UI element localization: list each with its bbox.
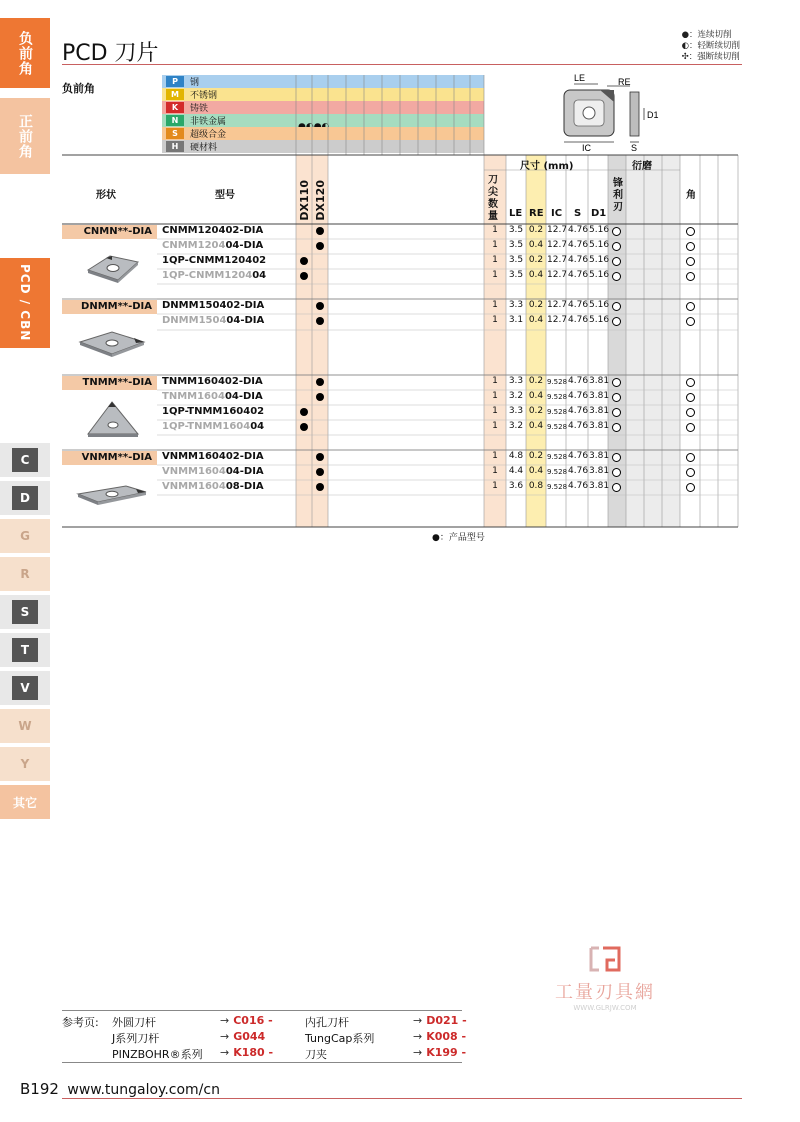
model-number: [162, 376, 263, 387]
corner-ring-icon: [686, 227, 695, 236]
reference-name: PINZBOHR®系列: [112, 1048, 203, 1061]
material-code-badge: N: [166, 115, 184, 126]
cell-s: 4.76: [568, 270, 589, 280]
arrow-right-icon: →: [220, 1030, 230, 1043]
legend-heavy-interrupted: ✣：强断续切削: [681, 52, 740, 62]
cell-ic: 9.528: [547, 423, 568, 431]
cell-re: 0.4: [528, 466, 544, 476]
corner-ring-icon: [686, 468, 695, 477]
references-divider-top: [62, 1010, 462, 1011]
reference-link[interactable]: [413, 1030, 466, 1043]
grade-available-dot: [316, 242, 324, 250]
cell-d1: 5.16: [589, 300, 610, 310]
cell-re: 0.4: [528, 270, 544, 280]
model-number-suffix: 08-DIA: [225, 481, 264, 492]
shape-group-label: DNMM**-DIA: [62, 300, 157, 314]
cell-d1: 3.81: [589, 376, 610, 386]
cell-re: 0.2: [528, 255, 544, 265]
grade-available-dot: [316, 393, 324, 401]
header-sharp-edge: 锋利刃: [613, 178, 623, 213]
shape-group-label: VNMM**-DIA: [62, 451, 157, 465]
corner-ring-icon: [686, 257, 695, 266]
cell-tips: 1: [492, 255, 498, 265]
grade-available-dot: [300, 408, 308, 416]
references-label: 参考页:: [62, 1016, 99, 1029]
diagram-label-ic: IC: [582, 143, 591, 152]
reference-name: 刀夹: [305, 1048, 327, 1061]
model-number-suffix: CNMM120402-DIA: [162, 225, 264, 236]
shape-tab-4[interactable]: [0, 557, 50, 591]
grade-available-dot: [316, 378, 324, 386]
model-number: [162, 406, 264, 417]
cell-tips: 1: [492, 391, 498, 401]
material-code-badge: S: [166, 128, 184, 139]
cell-d1: 3.81: [589, 451, 610, 461]
cell-d1: 3.81: [589, 466, 610, 476]
legend-continuous: ●：连续切削: [681, 30, 732, 40]
cell-tips: 1: [492, 300, 498, 310]
reference-page-code: D021 -: [426, 1014, 467, 1027]
cell-d1: 3.81: [589, 421, 610, 431]
cell-s: 4.76: [568, 421, 589, 431]
header-d1: D1: [591, 208, 607, 219]
sharp-edge-ring-icon: [612, 423, 621, 432]
cell-le: 3.5: [508, 270, 524, 280]
watermark-url: WWW.GLRJW.COM: [573, 1004, 637, 1012]
cell-ic: 12.7: [547, 300, 568, 310]
model-number-base: CNMM1204: [162, 240, 226, 251]
model-number-suffix: TNMM160402-DIA: [162, 376, 263, 387]
model-number-base: VNMM1604: [162, 466, 226, 477]
references-divider-bottom: [62, 1062, 462, 1063]
model-number-suffix: 04: [250, 421, 265, 432]
material-code-badge: M: [166, 89, 184, 100]
arrow-right-icon: →: [413, 1030, 423, 1043]
cell-le: 3.3: [508, 376, 524, 386]
cell-ic: 9.528: [547, 483, 568, 491]
shape-tab-7[interactable]: [0, 671, 50, 705]
cell-d1: 3.81: [589, 391, 610, 401]
cell-d1: 3.81: [589, 406, 610, 416]
reference-name: J系列刀杆: [112, 1032, 160, 1045]
insert-image-dnmm: [76, 326, 148, 362]
sharp-edge-ring-icon: [612, 257, 621, 266]
shape-tab-label: V: [20, 681, 30, 695]
corner-ring-icon: [686, 302, 695, 311]
arrow-right-icon: →: [220, 1014, 230, 1027]
cell-tips: 1: [492, 225, 498, 235]
model-number: [162, 481, 264, 492]
cell-re: 0.4: [528, 421, 544, 431]
model-number-suffix: 1QP-CNMM120402: [162, 255, 267, 266]
corner-ring-icon: [686, 393, 695, 402]
grade-available-dot: [300, 272, 308, 280]
shape-tab-label: G: [20, 529, 30, 543]
cell-tips: 1: [492, 451, 498, 461]
table-note: ●：产品型号: [432, 533, 485, 543]
material-code-badge: K: [166, 102, 184, 113]
cell-s: 4.76: [568, 300, 589, 310]
cell-re: 0.2: [528, 406, 544, 416]
reference-page-code: C016 -: [233, 1014, 273, 1027]
watermark-text: 工量刃具網: [555, 982, 655, 1003]
reference-link[interactable]: [220, 1046, 273, 1059]
cell-re: 0.4: [528, 240, 544, 250]
sharp-edge-ring-icon: [612, 272, 621, 281]
cell-re: 0.8: [528, 481, 544, 491]
reference-name: 内孔刀杆: [305, 1016, 349, 1029]
cell-s: 4.76: [568, 240, 589, 250]
header-s: S: [574, 208, 582, 219]
material-code-badge: P: [166, 76, 184, 87]
sharp-edge-ring-icon: [612, 468, 621, 477]
material-code-badge: H: [166, 141, 184, 152]
cell-s: 4.76: [568, 481, 589, 491]
cell-s: 4.76: [568, 225, 589, 235]
reference-name: TungCap系列: [305, 1032, 375, 1045]
grade-available-dot: [300, 257, 308, 265]
material-name: 钢: [190, 78, 200, 88]
cell-le: 3.2: [508, 391, 524, 401]
header-tip-count: 刀尖数量: [488, 175, 498, 222]
cell-s: 4.76: [568, 376, 589, 386]
cell-d1: 5.16: [589, 315, 610, 325]
tab-pcd-cbn-label: PCD / CBN: [18, 264, 32, 342]
shape-tab-label: R: [20, 567, 30, 581]
diagram-label-re: RE: [618, 77, 631, 87]
cell-s: 4.76: [568, 451, 589, 461]
model-number-suffix: 04-DIA: [225, 240, 264, 251]
reference-page-code: K008 -: [426, 1030, 467, 1043]
shape-tab-label: S: [20, 605, 30, 619]
reference-name: 外圆刀杆: [112, 1016, 156, 1029]
shape-tab-badge: [12, 638, 38, 662]
cell-s: 4.76: [568, 466, 589, 476]
cell-d1: 5.16: [589, 225, 610, 235]
model-number: [162, 240, 263, 251]
model-number-suffix: 1QP-TNMM160402: [162, 406, 265, 417]
sharp-edge-ring-icon: [612, 227, 621, 236]
table-row[interactable]: [62, 450, 738, 465]
shape-tab-5[interactable]: [0, 595, 50, 629]
reference-page-code: K199 -: [426, 1046, 467, 1059]
header-grade-dx120: DX120: [314, 180, 327, 221]
cell-ic: 9.528: [547, 468, 568, 476]
page-title: PCD 刀片: [62, 41, 159, 66]
cell-d1: 3.81: [589, 481, 610, 491]
diagram-label-le: LE: [574, 73, 586, 83]
arrow-right-icon: →: [413, 1014, 423, 1027]
shape-tab-label: W: [18, 719, 32, 733]
insert-image-cnmn: [82, 248, 146, 288]
table-row[interactable]: [62, 465, 738, 480]
model-number-suffix: 04: [252, 270, 267, 281]
header-re: RE: [529, 208, 544, 219]
website-link[interactable]: www.tungaloy.com/cn: [67, 1082, 220, 1098]
table-row[interactable]: [62, 390, 738, 405]
legend-light-interrupted: ◐：轻断续切削: [681, 41, 740, 51]
cell-ic: 9.528: [547, 378, 568, 386]
header-le: LE: [509, 208, 523, 219]
cell-ic: 12.7: [547, 270, 568, 280]
cell-ic: 9.528: [547, 408, 568, 416]
sharp-edge-ring-icon: [612, 483, 621, 492]
insert-image-vnmm: [74, 480, 150, 510]
cell-ic: 12.7: [547, 255, 568, 265]
shape-tab-label: D: [20, 491, 30, 505]
cell-s: 4.76: [568, 255, 589, 265]
cell-tips: 1: [492, 270, 498, 280]
cell-re: 0.2: [528, 300, 544, 310]
reference-page-code: G044: [233, 1030, 266, 1043]
cell-re: 0.4: [528, 391, 544, 401]
header-ic: IC: [551, 208, 563, 219]
table-row[interactable]: [62, 405, 738, 420]
model-number-suffix: 04-DIA: [225, 466, 264, 477]
sharp-edge-ring-icon: [612, 317, 621, 326]
footer-divider: [62, 1098, 742, 1099]
cell-ic: 9.528: [547, 453, 568, 461]
arrow-right-icon: →: [413, 1046, 423, 1059]
model-number: [162, 225, 263, 236]
material-name: 不锈钢: [190, 91, 218, 101]
material-name: 超级合金: [190, 130, 227, 140]
corner-ring-icon: [686, 483, 695, 492]
model-number: [162, 315, 264, 326]
shape-tab-10[interactable]: [0, 785, 50, 819]
model-number: [162, 270, 266, 281]
cell-re: 0.2: [528, 225, 544, 235]
reference-link[interactable]: [413, 1046, 466, 1059]
sharp-edge-ring-icon: [612, 408, 621, 417]
header-ground: 衍磨: [632, 161, 652, 172]
shape-tab-label: T: [20, 643, 30, 657]
cell-tips: 1: [492, 315, 498, 325]
corner-ring-icon: [686, 242, 695, 251]
cell-le: 3.5: [508, 225, 524, 235]
header-model: 型号: [215, 190, 235, 201]
material-name: 铸铁: [190, 104, 209, 114]
cell-le: 4.4: [508, 466, 524, 476]
shape-group-label: TNMM**-DIA: [62, 376, 157, 390]
cell-le: 4.8: [508, 451, 524, 461]
cell-tips: 1: [492, 240, 498, 250]
cell-le: 3.5: [508, 255, 524, 265]
cell-tips: 1: [492, 376, 498, 386]
shape-group-label: CNMN**-DIA: [62, 225, 157, 239]
table-row[interactable]: [62, 314, 738, 329]
cell-tips: 1: [492, 481, 498, 491]
cell-le: 3.1: [508, 315, 524, 325]
shape-tab-badge: [12, 676, 38, 700]
cell-tips: 1: [492, 466, 498, 476]
tab-positive-rake-label: 正前角: [17, 113, 33, 159]
grade-available-dot: [316, 453, 324, 461]
shape-tab-label: Y: [20, 757, 30, 771]
corner-ring-icon: [686, 408, 695, 417]
shape-tab-badge: [12, 600, 38, 624]
arrow-right-icon: →: [220, 1046, 230, 1059]
cell-d1: 5.16: [589, 255, 610, 265]
cell-re: 0.4: [528, 315, 544, 325]
cell-d1: 5.16: [589, 270, 610, 280]
page-number: B192: [20, 1080, 59, 1098]
table-row[interactable]: [62, 239, 738, 254]
section-label: 负前角: [62, 82, 95, 95]
shape-tab-9[interactable]: [0, 747, 50, 781]
cell-tips: 1: [492, 421, 498, 431]
cell-s: 4.76: [568, 406, 589, 416]
insert-image-tnmm: [82, 398, 146, 442]
table-row[interactable]: [62, 480, 738, 495]
watermark-logo-icon: [585, 944, 625, 974]
model-number-base: 1QP-TNMM1604: [162, 421, 251, 432]
grade-available-dot: [316, 302, 324, 310]
corner-ring-icon: [686, 378, 695, 387]
model-number-suffix: VNMM160402-DIA: [162, 451, 264, 462]
material-name: 非铁金属: [190, 117, 227, 127]
reference-link[interactable]: [220, 1014, 273, 1027]
corner-ring-icon: [686, 272, 695, 281]
table-row[interactable]: [62, 269, 738, 284]
model-number-suffix: DNMM150402-DIA: [162, 300, 265, 311]
model-number-base: DNMM1504: [162, 315, 227, 326]
grade-available-dot: [316, 483, 324, 491]
page-footer: [20, 1080, 220, 1098]
table-row[interactable]: [62, 375, 738, 390]
material-name: 硬材料: [190, 143, 218, 153]
sharp-edge-ring-icon: [612, 453, 621, 462]
sharp-edge-ring-icon: [612, 393, 621, 402]
model-number: [162, 391, 263, 402]
cell-re: 0.2: [528, 451, 544, 461]
cell-le: 3.5: [508, 240, 524, 250]
header-dimensions: 尺寸 (mm): [520, 161, 574, 172]
shape-tab-6[interactable]: [0, 633, 50, 667]
cell-ic: 12.7: [547, 240, 568, 250]
model-number-base: TNMM1604: [162, 391, 225, 402]
grade-available-dot: [300, 423, 308, 431]
table-row[interactable]: [62, 254, 738, 269]
model-number: [162, 451, 264, 462]
cell-tips: 1: [492, 406, 498, 416]
table-row[interactable]: [62, 420, 738, 435]
shape-tab-8[interactable]: [0, 709, 50, 743]
model-number: [162, 421, 264, 432]
table-row[interactable]: [62, 224, 738, 239]
sharp-edge-ring-icon: [612, 378, 621, 387]
cell-ic: 12.7: [547, 225, 568, 235]
header-grade-dx110: DX110: [298, 180, 311, 221]
cell-s: 4.76: [568, 315, 589, 325]
corner-ring-icon: [686, 423, 695, 432]
model-number-base: VNMM1604: [162, 481, 226, 492]
cell-le: 3.3: [508, 300, 524, 310]
model-number: [162, 466, 264, 477]
header-shape: 形状: [96, 190, 116, 201]
reference-link[interactable]: [413, 1014, 467, 1027]
model-number-suffix: 04-DIA: [224, 391, 263, 402]
shape-tab-label: 其它: [12, 795, 37, 810]
cell-le: 3.2: [508, 421, 524, 431]
grade-available-dot: [316, 227, 324, 235]
model-number-base: 1QP-CNMM1204: [162, 270, 253, 281]
reference-page-code: K180 -: [233, 1046, 274, 1059]
model-number: [162, 300, 264, 311]
header-corner: 角: [686, 190, 696, 201]
table-row[interactable]: [62, 299, 738, 314]
cell-s: 4.76: [568, 391, 589, 401]
cell-ic: 9.528: [547, 393, 568, 401]
corner-ring-icon: [686, 453, 695, 462]
cell-le: 3.6: [508, 481, 524, 491]
corner-ring-icon: [686, 317, 695, 326]
reference-link[interactable]: [220, 1030, 265, 1043]
sharp-edge-ring-icon: [612, 302, 621, 311]
tab-negative-rake-label: 负前角: [17, 30, 33, 76]
model-number-suffix: 04-DIA: [226, 315, 265, 326]
shape-tab-label: C: [20, 453, 30, 467]
watermark: [540, 944, 670, 1012]
grade-available-dot: [316, 468, 324, 476]
diagram-label-d1: D1: [647, 110, 659, 120]
cell-d1: 5.16: [589, 240, 610, 250]
model-number: [162, 255, 266, 266]
diagram-label-s: S: [631, 143, 638, 152]
grade-available-dot: [316, 317, 324, 325]
cell-re: 0.2: [528, 376, 544, 386]
cell-le: 3.3: [508, 406, 524, 416]
cell-ic: 12.7: [547, 315, 568, 325]
sharp-edge-ring-icon: [612, 242, 621, 251]
